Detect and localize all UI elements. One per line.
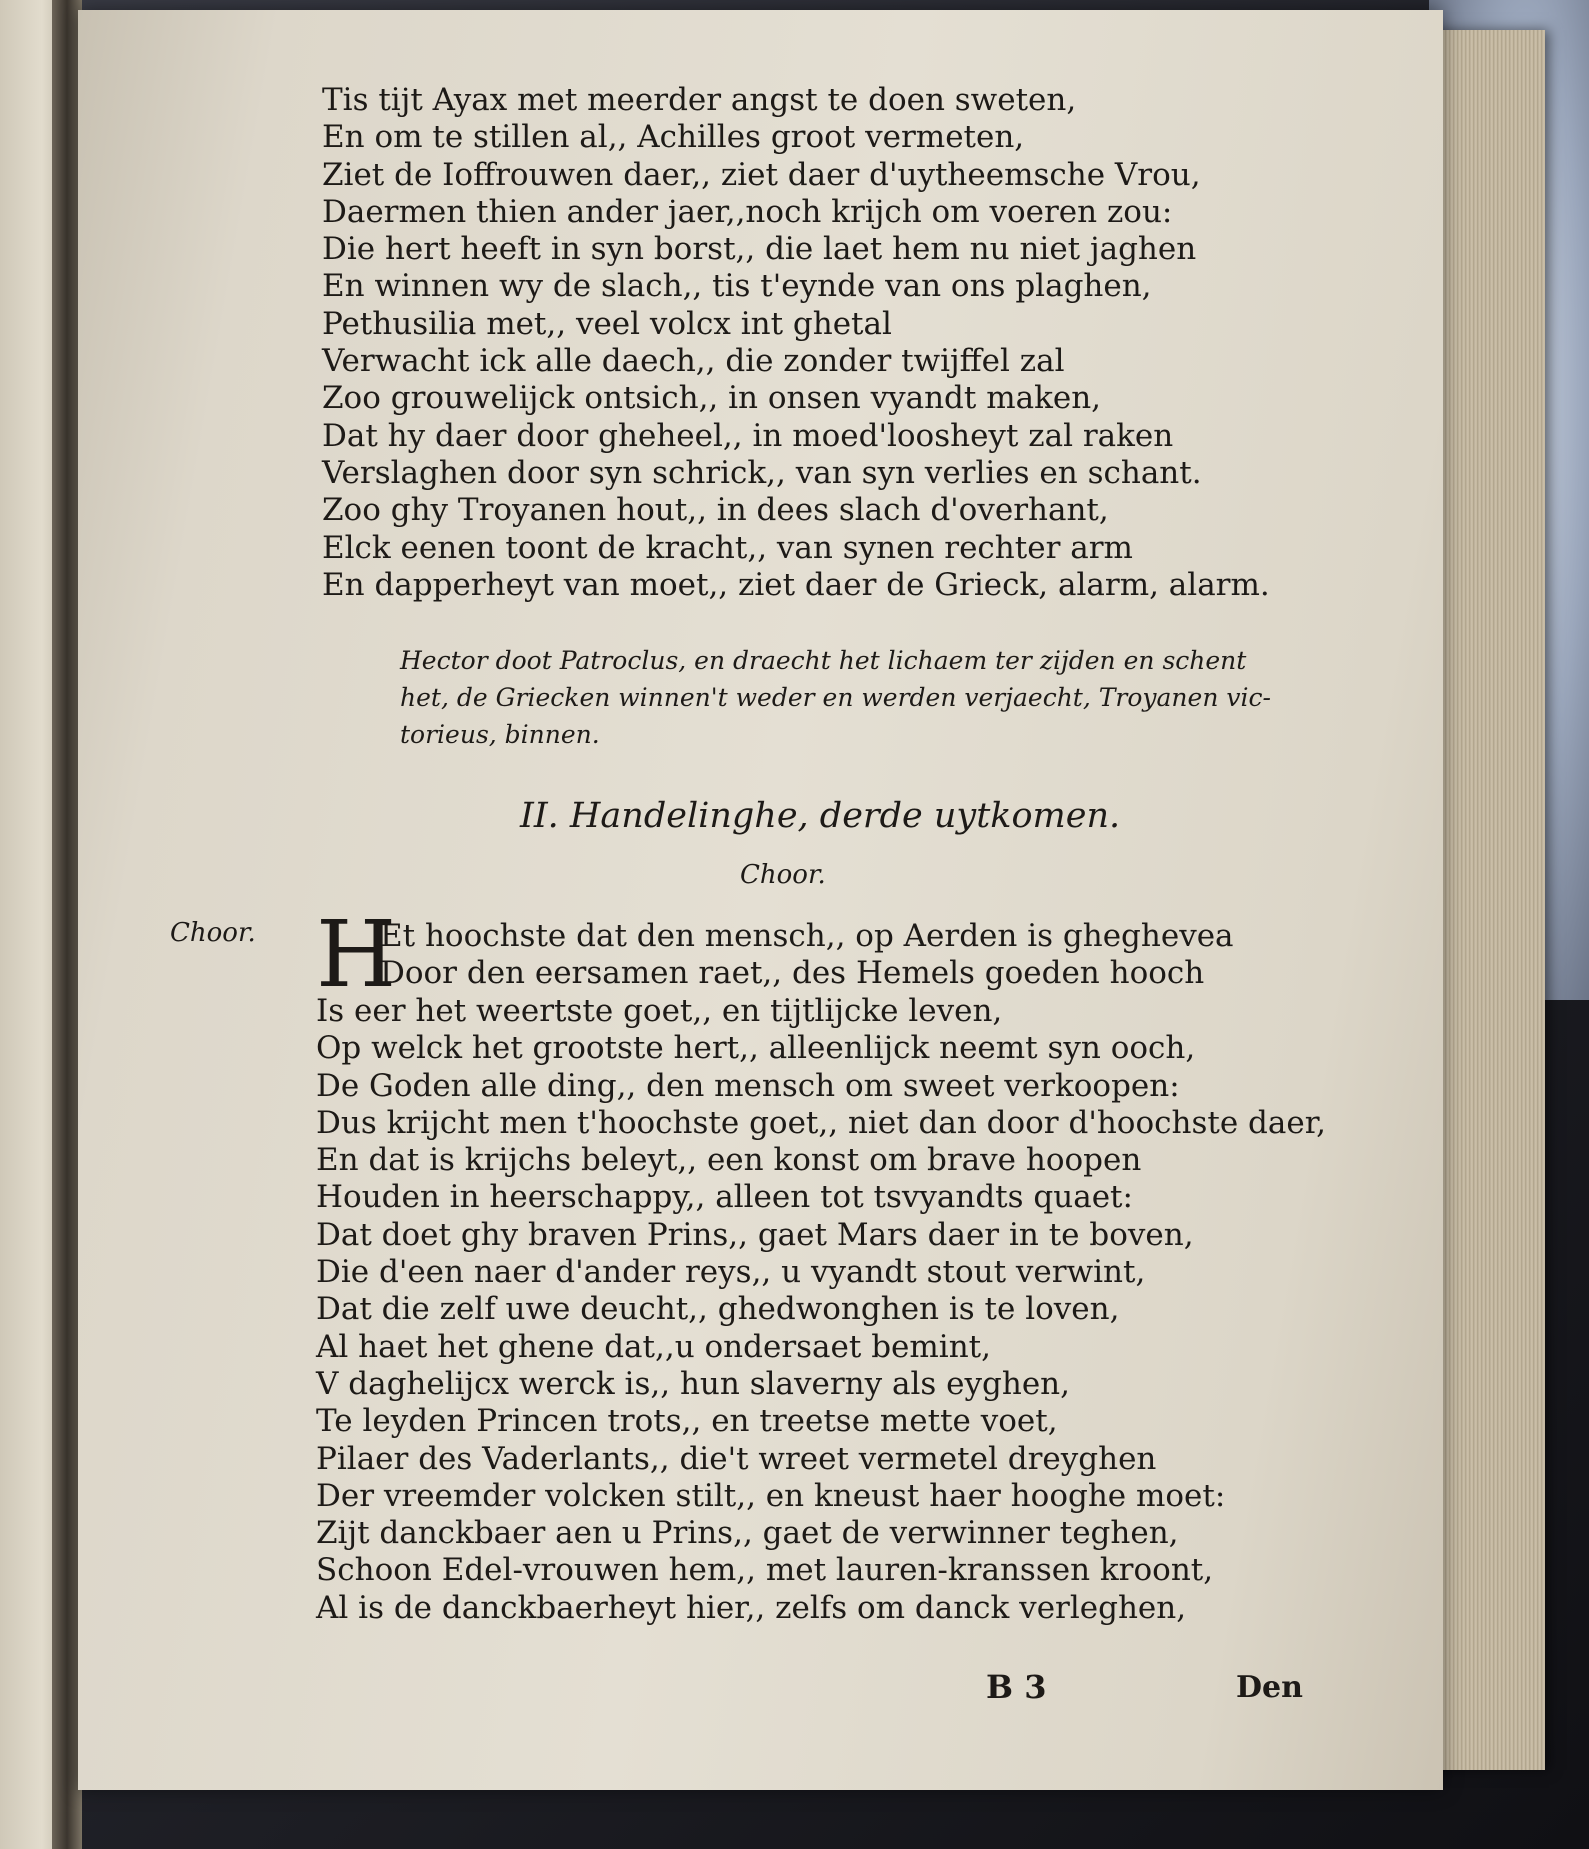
verse-top	[322, 82, 1270, 604]
page-block-edge	[1430, 30, 1545, 1770]
stage-direction-line: het, de Griecken winnen't weder en werden verjaecht, Troyanen vic-	[400, 683, 1271, 712]
verse-line: Dat doet ghy braven Prins,, gaet Mars daer in te boven,	[316, 1216, 1194, 1253]
act-heading: II. Handelinghe, derde uytkomen.	[520, 796, 1121, 836]
verse-line: En dat is krijchs beleyt,, een konst om brave hoopen	[316, 1142, 1142, 1179]
drop-capital: H	[316, 901, 397, 1008]
verse-line: Houden in heerschappy,, alleen tot tsvyandts quaet:	[316, 1179, 1133, 1216]
verse-line: Daermen thien ander jaer,,noch krijch om voeren zou:	[322, 193, 1173, 230]
catchword: Den	[1236, 1670, 1303, 1705]
verse-line: En dapperheyt van moet,, ziet daer de Grieck, alarm, alarm.	[322, 566, 1270, 603]
chorus-first-lines	[380, 918, 1234, 993]
verse-line: Dat die zelf uwe deucht,, ghedwonghen is te loven,	[316, 1291, 1120, 1328]
margin-speaker-label: Choor.	[170, 918, 256, 948]
verse-line: V daghelijcx werck is,, hun slaverny als eyghen,	[316, 1365, 1071, 1402]
verse-line: Dus krijcht men t'hoochste goet,, niet dan door d'hoochste daer,	[316, 1104, 1326, 1141]
verse-line: Al haet het ghene dat,,u ondersaet bemint,	[316, 1328, 991, 1365]
stage-direction-line: Hector doot Patroclus, en draecht het lichaem ter zijden en schent	[400, 646, 1247, 675]
verse-line: Pilaer des Vaderlants,, die't wreet vermetel dreyghen	[316, 1440, 1157, 1477]
verse-line: Schoon Edel-vrouwen hem,, met lauren-kranssen kroont,	[316, 1552, 1214, 1589]
verse-line: Zoo grouwelijck ontsich,, in onsen vyandt maken,	[322, 380, 1102, 417]
verse-line: Dat hy daer door gheheel,, in moed'loosheyt zal raken	[322, 417, 1174, 454]
scene-subheading: Choor.	[740, 860, 826, 890]
verse-line: Ziet de Ioffrouwen daer,, ziet daer d'uytheemsche Vrou,	[322, 156, 1201, 193]
verse-line: Is eer het weertste goet,, en tijtlijcke leven,	[316, 993, 1003, 1029]
verse-line: Door den eersamen raet,, des Hemels goeden hooch	[380, 955, 1205, 992]
verse-line: Die hert heeft in syn borst,, die laet hem nu niet jaghen	[322, 231, 1197, 268]
verse-line: En om te stillen al,, Achilles groot vermeten,	[322, 119, 1025, 156]
verse-line: Zoo ghy Troyanen hout,, in dees slach d'overhant,	[322, 492, 1109, 529]
verse-line: Pethusilia met,, veel volcx int ghetal	[322, 305, 892, 342]
verse-line: Al is de danckbaerheyt hier,, zelfs om danck verleghen,	[316, 1589, 1187, 1626]
stage-direction-line: torieus, binnen.	[400, 720, 600, 749]
verse-line: De Goden alle ding,, den mensch om sweet verkoopen:	[316, 1067, 1180, 1104]
verse-line: Et hoochste dat den mensch,, op Aerden is gheghevea	[380, 918, 1234, 954]
verse-line: Verwacht ick alle daech,, die zonder twijffel zal	[322, 343, 1065, 380]
verse-line: Elck eenen toont de kracht,, van synen rechter arm	[322, 529, 1133, 566]
stage-direction	[400, 642, 1271, 753]
verse-line: Die d'een naer d'ander reys,, u vyandt stout verwint,	[316, 1254, 1146, 1291]
chorus-verse	[316, 993, 1326, 1627]
verse-line: Zijt danckbaer aen u Prins,, gaet de verwinner teghen,	[316, 1515, 1179, 1552]
verse-line: En winnen wy de slach,, tis t'eynde van ons plaghen,	[322, 268, 1152, 305]
verse-line: Der vreemder volcken stilt,, en kneust haer hooghe moet:	[316, 1477, 1226, 1514]
signature-mark: B 3	[986, 1668, 1047, 1706]
verse-line: Op welck het grootste hert,, alleenlijck neemt syn ooch,	[316, 1030, 1196, 1067]
verse-line: Tis tijt Ayax met meerder angst te doen sweten,	[322, 82, 1077, 118]
verse-line: Te leyden Princen trots,, en treetse mette voet,	[316, 1403, 1058, 1440]
verse-line: Verslaghen door syn schrick,, van syn verlies en schant.	[322, 454, 1202, 491]
